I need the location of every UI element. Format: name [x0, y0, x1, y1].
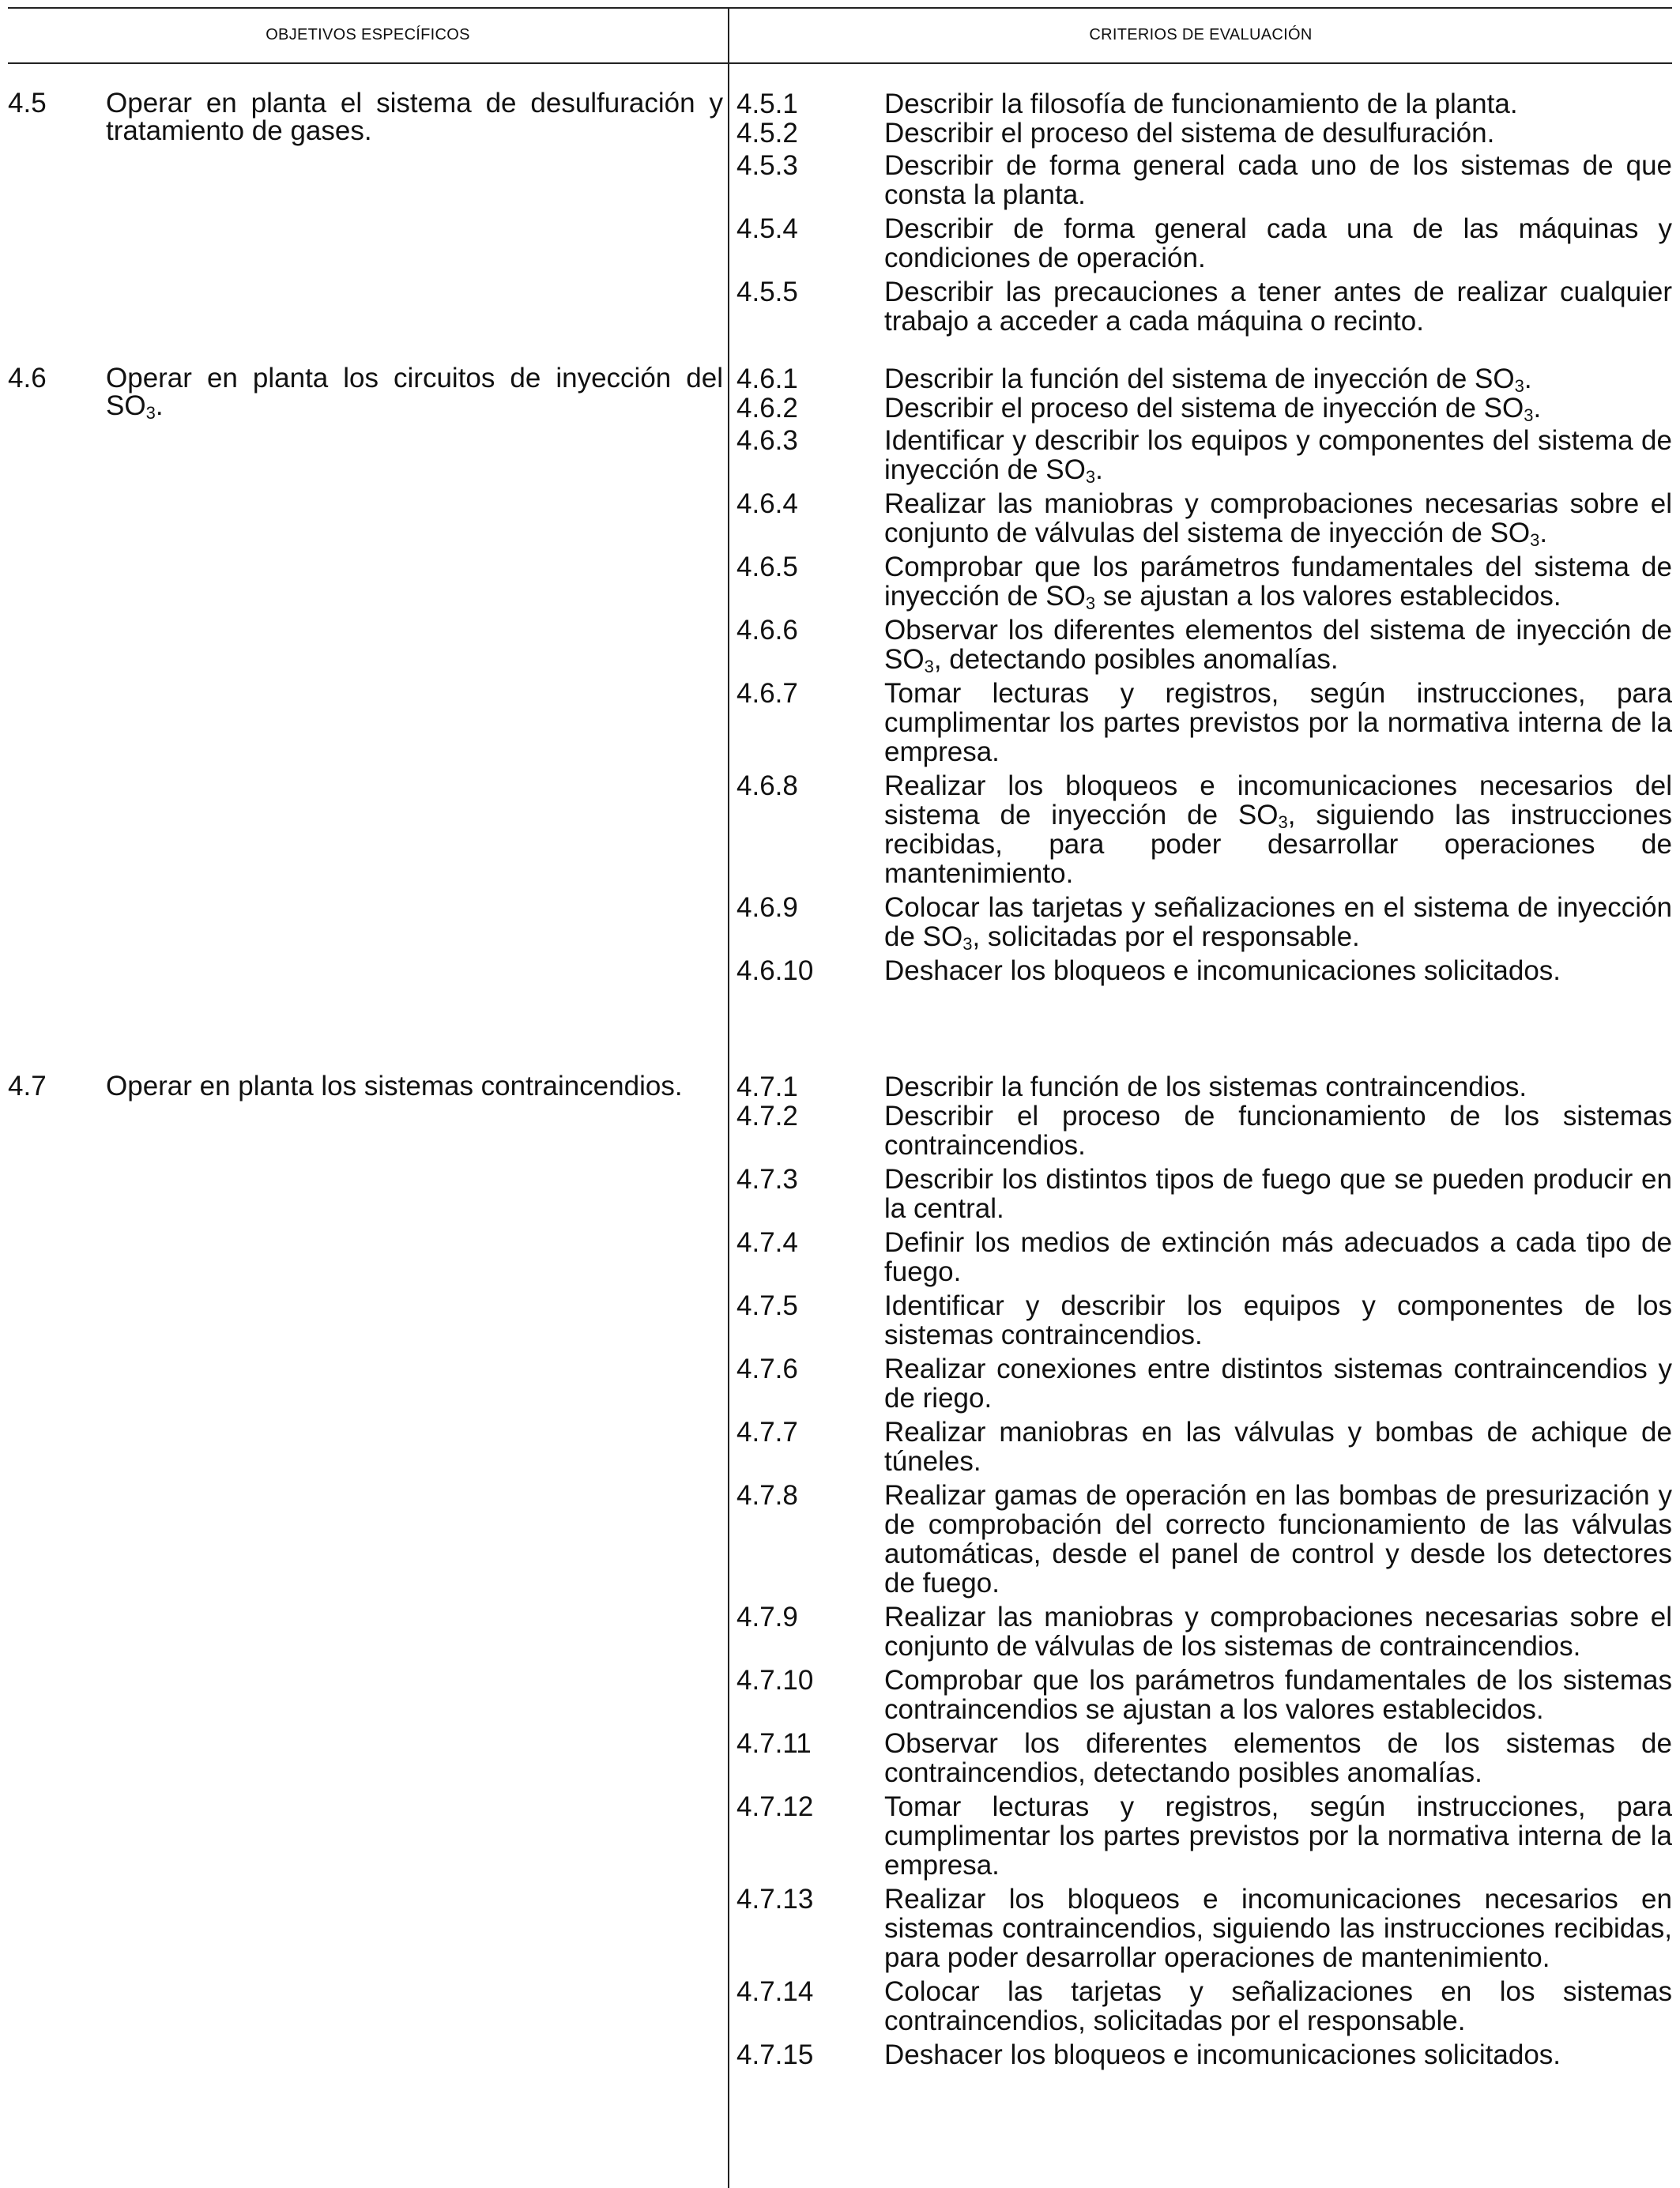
criterion-number: 4.6.8 — [736, 770, 798, 801]
criterion-number: 4.7.13 — [736, 1884, 814, 1915]
criterion-item — [736, 1729, 1672, 1787]
criterion-number: 4.5.3 — [736, 150, 798, 181]
criterion-item — [736, 616, 1672, 674]
objective-text: Operar en planta el sistema de desulfuración y tratamiento de gases. — [106, 88, 723, 146]
criterion-text: Realizar los bloqueos e incomunicaciones necesarios en sistemas contraincendios, siguiendo las instrucciones recibidas, para poder desarrollar operaciones de mantenimiento. — [884, 1884, 1672, 1973]
criterion-item — [736, 425, 1672, 487]
criterion-text: Comprobar que los parámetros fundamentales de los sistemas contraincendios se ajustan a los valores establecidos. — [884, 1665, 1672, 1725]
criterion-item — [736, 364, 1672, 394]
criterion-item — [736, 1291, 1672, 1350]
criterion-number: 4.5.5 — [736, 277, 798, 307]
criterion-item — [736, 1885, 1672, 1972]
criteria-list — [736, 89, 1672, 336]
criterion-text: Observar los diferentes elementos de los sistemas de contraincendios, detectando posibles anomalías. — [884, 1728, 1672, 1788]
criterion-text: Definir los medios de extinción más adecuados a cada tipo de fuego. — [884, 1227, 1672, 1287]
criterion-number: 4.6.10 — [736, 955, 814, 986]
criterion-text: Realizar los bloqueos e incomunicaciones necesarios del sistema de inyección de $SO_3$, siguiendo las instrucciones recibidas, para poder desarrollar operaciones de mantenimiento. — [884, 770, 1672, 889]
criterion-number: 4.6.4 — [736, 488, 798, 519]
criterion-number: 4.6.7 — [736, 678, 798, 709]
criterion-text: Describir el proceso de funcionamiento de los sistemas contraincendios. — [884, 1101, 1672, 1161]
criterion-number: 4.6.6 — [736, 615, 798, 646]
criterion-text: Realizar maniobras en las válvulas y bombas de achique de túneles. — [884, 1417, 1672, 1477]
criterion-text: Identificar y describir los equipos y componentes del sistema de inyección de $SO_3$. — [884, 425, 1672, 487]
criterion-text: Describir de forma general cada uno de los sistemas de que consta la planta. — [884, 150, 1672, 210]
criterion-item — [736, 1977, 1672, 2035]
criterion-text: Describir la función del sistema de inyección de $SO_3$. — [884, 363, 1532, 396]
criterion-number: 4.7.6 — [736, 1354, 798, 1384]
objective-number: 4.7 — [8, 1071, 47, 1102]
criterion-item — [736, 679, 1672, 766]
criterion-item — [736, 1102, 1672, 1160]
criterion-text: Describir la función de los sistemas contraincendios. — [884, 1071, 1527, 1102]
criterion-number: 4.6.5 — [736, 552, 798, 582]
criterion-number: 4.7.2 — [736, 1101, 798, 1132]
criterion-item — [736, 1666, 1672, 1724]
criterion-text: Realizar gamas de operación en las bombas de presurización y de comprobación del correcto funcionamiento de las válvulas automáticas, desde el panel de control y desde los detectores de fuego. — [884, 1480, 1672, 1599]
objective — [8, 89, 723, 145]
criterion-number: 4.7.9 — [736, 1602, 798, 1633]
criterion-item — [736, 1481, 1672, 1598]
criterion-item — [736, 119, 1672, 148]
objective — [8, 363, 723, 423]
column-header-criterios: CRITERIOS DE EVALUACIÓN — [1089, 26, 1313, 43]
criterion-item — [736, 1418, 1672, 1476]
criterion-text: Colocar las tarjetas y señalizaciones en los sistemas contraincendios, solicitadas por el responsable. — [884, 1976, 1672, 2036]
criterion-item — [736, 1354, 1672, 1413]
column-header-objetivos: OBJETIVOS ESPECÍFICOS — [266, 26, 470, 43]
criterion-text: Tomar lecturas y registros, según instrucciones, para cumplimentar los partes previstos por la normativa interna de la empresa. — [884, 1791, 1672, 1881]
criterion-text: Deshacer los bloqueos e incomunicaciones solicitados. — [884, 955, 1561, 986]
criterion-number: 4.7.8 — [736, 1480, 798, 1511]
criterion-number: 4.7.12 — [736, 1791, 814, 1822]
criterion-number: 4.7.1 — [736, 1071, 798, 1102]
criterion-text: Realizar conexiones entre distintos sistemas contraincendios y de riego. — [884, 1354, 1672, 1414]
criterion-number: 4.7.7 — [736, 1417, 798, 1448]
criterion-item — [736, 1228, 1672, 1286]
criteria-list — [736, 1072, 1672, 2069]
criterion-text: Describir de forma general cada una de las máquinas y condiciones de operación. — [884, 213, 1672, 273]
criterion-number: 4.5.2 — [736, 118, 798, 149]
criterion-item — [736, 214, 1672, 273]
criterion-item — [736, 1165, 1672, 1223]
criterion-number: 4.7.5 — [736, 1290, 798, 1321]
objective-text: Operar en planta los sistemas contraincendios. — [106, 1071, 683, 1102]
criterion-text: Describir los distintos tipos de fuego que se pueden producir en la central. — [884, 1164, 1672, 1224]
criterion-number: 4.5.1 — [736, 88, 798, 119]
criterion-item — [736, 151, 1672, 209]
criterion-text: Describir el proceso del sistema de inyección de $SO_3$. — [884, 393, 1542, 425]
criterion-number: 4.7.10 — [736, 1665, 814, 1696]
criterion-text: Observar los diferentes elementos del sistema de inyección de $SO_3$, detectando posibles anomalías. — [884, 615, 1672, 676]
criterion-text: Realizar las maniobras y comprobaciones necesarias sobre el conjunto de válvulas del sistema de inyección de $SO_3$. — [884, 488, 1672, 550]
criterion-number: 4.7.4 — [736, 1227, 798, 1258]
column-divider — [728, 7, 729, 2188]
criterion-text: Identificar y describir los equipos y componentes de los sistemas contraincendios. — [884, 1290, 1672, 1350]
criterion-number: 4.7.15 — [736, 2039, 814, 2070]
criterion-item — [736, 2040, 1672, 2069]
criterion-item — [736, 277, 1672, 336]
document-page — [8, 7, 1672, 2188]
criterion-number: 4.6.2 — [736, 393, 798, 424]
criterion-text: Describir la filosofía de funcionamiento de la planta. — [884, 88, 1518, 119]
objective-text: Operar en planta los circuitos de inyección del $SO_3$. — [106, 363, 723, 423]
criterion-number: 4.6.9 — [736, 892, 798, 923]
criterion-number: 4.6.1 — [736, 363, 798, 394]
criterion-text: Describir las precauciones a tener antes de realizar cualquier trabajo a acceder a cada máquina o recinto. — [884, 277, 1672, 337]
criterion-item — [736, 1602, 1672, 1661]
objective-number: 4.5 — [8, 88, 47, 119]
criterion-item — [736, 956, 1672, 985]
criterion-text: Describir el proceso del sistema de desulfuración. — [884, 118, 1495, 149]
criterion-number: 4.6.3 — [736, 425, 798, 456]
criterion-text: Tomar lecturas y registros, según instrucciones, para cumplimentar los partes previstos por la normativa interna de la empresa. — [884, 678, 1672, 767]
criterion-item — [736, 1792, 1672, 1880]
criterion-item — [736, 892, 1672, 954]
criteria-list — [736, 364, 1672, 985]
criterion-item — [736, 394, 1672, 423]
objective — [8, 1072, 723, 1100]
criterion-text: Realizar las maniobras y comprobaciones necesarias sobre el conjunto de válvulas de los sistemas de contraincendios. — [884, 1602, 1672, 1662]
criterion-number: 4.7.11 — [736, 1728, 812, 1759]
criterion-text: Deshacer los bloqueos e incomunicaciones solicitados. — [884, 2039, 1561, 2070]
criterion-item — [736, 1072, 1672, 1102]
criterion-item — [736, 552, 1672, 611]
criterion-text: Comprobar que los parámetros fundamentales del sistema de inyección de $SO_3$ se ajustan a los valores establecidos. — [884, 552, 1672, 613]
objective-number: 4.6 — [8, 363, 47, 394]
criterion-item — [736, 89, 1672, 119]
criterion-number: 4.7.3 — [736, 1164, 798, 1195]
criterion-number: 4.7.14 — [736, 1976, 814, 2007]
criterion-number: 4.5.4 — [736, 213, 798, 244]
criterion-item — [736, 489, 1672, 548]
criterion-item — [736, 771, 1672, 888]
header-bottom-rule — [8, 62, 1672, 64]
criterion-text: Colocar las tarjetas y señalizaciones en el sistema de inyección de $SO_3$, solicitadas por el responsable. — [884, 892, 1672, 954]
